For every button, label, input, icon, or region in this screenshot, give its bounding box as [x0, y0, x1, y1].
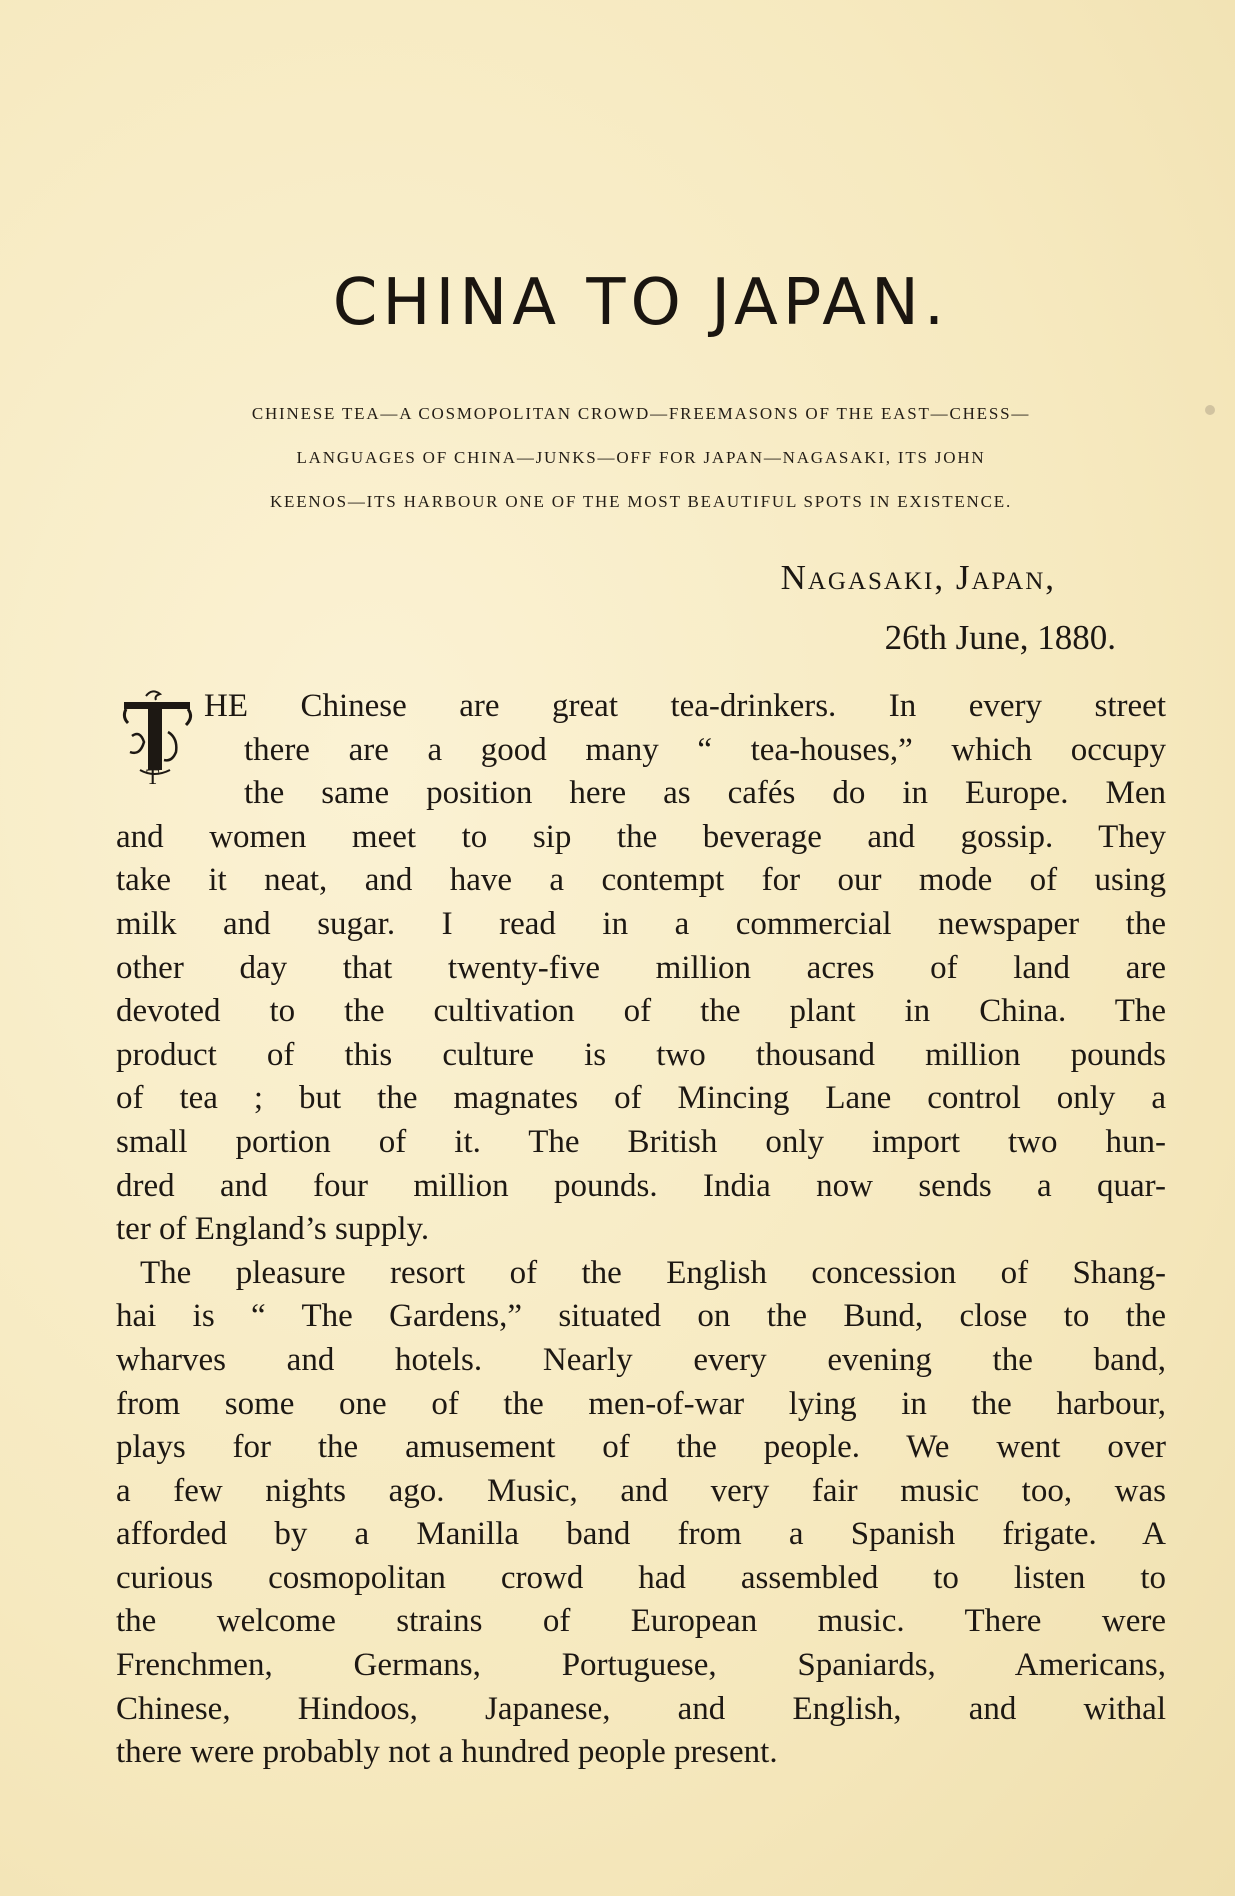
- page-stain: [1205, 405, 1215, 415]
- text-line: the welcome strains of European music. There were: [116, 1603, 1166, 1640]
- text-line: HE Chinese are great tea-drinkers. In every street: [204, 688, 1166, 724]
- text-line: hai is “ The Gardens,” situated on the Bund, close to the: [116, 1298, 1166, 1335]
- text-line: devoted to the cultivation of the plant in China. The: [116, 993, 1166, 1030]
- text-line: Frenchmen, Germans, Portuguese, Spaniards, Americans,: [116, 1647, 1166, 1684]
- text-line: product of this culture is two thousand million pounds: [116, 1036, 1166, 1073]
- text-line: Chinese, Hindoos, Japanese, and English, and withal: [116, 1690, 1166, 1727]
- text-line: milk and sugar. I read in a commercial newspaper the: [116, 905, 1166, 942]
- synopsis-line: LANGUAGES OF CHINA—JUNKS—OFF FOR JAPAN—NAGASAKI, ITS JOHN: [296, 448, 986, 467]
- text-line: there are a good many “ tea-houses,” which occupy: [244, 731, 1166, 768]
- synopsis-line: KEENOS—ITS HARBOUR ONE OF THE MOST BEAUTIFUL SPOTS IN EXISTENCE.: [269, 492, 1013, 511]
- text-line: plays for the amusement of the people. We went over: [116, 1429, 1166, 1466]
- text-line: small portion of it. The British only import two hun-: [116, 1123, 1166, 1160]
- text-line: and women meet to sip the beverage and gossip. They: [116, 818, 1166, 855]
- dateline-place: Nagasaki, Japan,: [780, 558, 1056, 597]
- text-line: there were probably not a hundred people present.: [116, 1734, 778, 1771]
- text-line: afforded by a Manilla band from a Spanish frigate. A: [116, 1516, 1166, 1553]
- text-line: the same position here as cafés do in Europe. Men: [244, 775, 1166, 812]
- dropcap-letter: T: [146, 764, 160, 788]
- text-line: dred and four million pounds. India now sends a quar-: [116, 1167, 1166, 1204]
- text-line: The pleasure resort of the English concession of Shang-: [140, 1254, 1166, 1291]
- text-line: ter of England’s supply.: [116, 1211, 430, 1248]
- body-text: [116, 685, 1166, 1775]
- text-line: other day that twenty-five million acres of land are: [116, 949, 1166, 986]
- text-line: wharves and hotels. Nearly every evening the band,: [116, 1341, 1166, 1378]
- dateline: [116, 548, 1116, 668]
- text-line: take it neat, and have a contempt for our mode of using: [116, 862, 1166, 899]
- text-line: from some one of the men-of-war lying in the harbour,: [116, 1385, 1166, 1422]
- text-line: of tea ; but the magnates of Mincing Lane control only a: [116, 1080, 1166, 1117]
- chapter-title: CHINA TO JAPAN.: [332, 266, 950, 340]
- book-page: [116, 0, 1166, 1896]
- dateline-date: 26th June, 1880.: [884, 618, 1116, 657]
- chapter-synopsis: [116, 392, 1166, 524]
- text-line: curious cosmopolitan crowd had assembled to listen to: [116, 1559, 1166, 1596]
- text-line: a few nights ago. Music, and very fair music too, was: [116, 1472, 1166, 1509]
- synopsis-line: CHINESE TEA—A COSMOPOLITAN CROWD—FREEMASONS OF THE EAST—CHESS—: [251, 404, 1031, 423]
